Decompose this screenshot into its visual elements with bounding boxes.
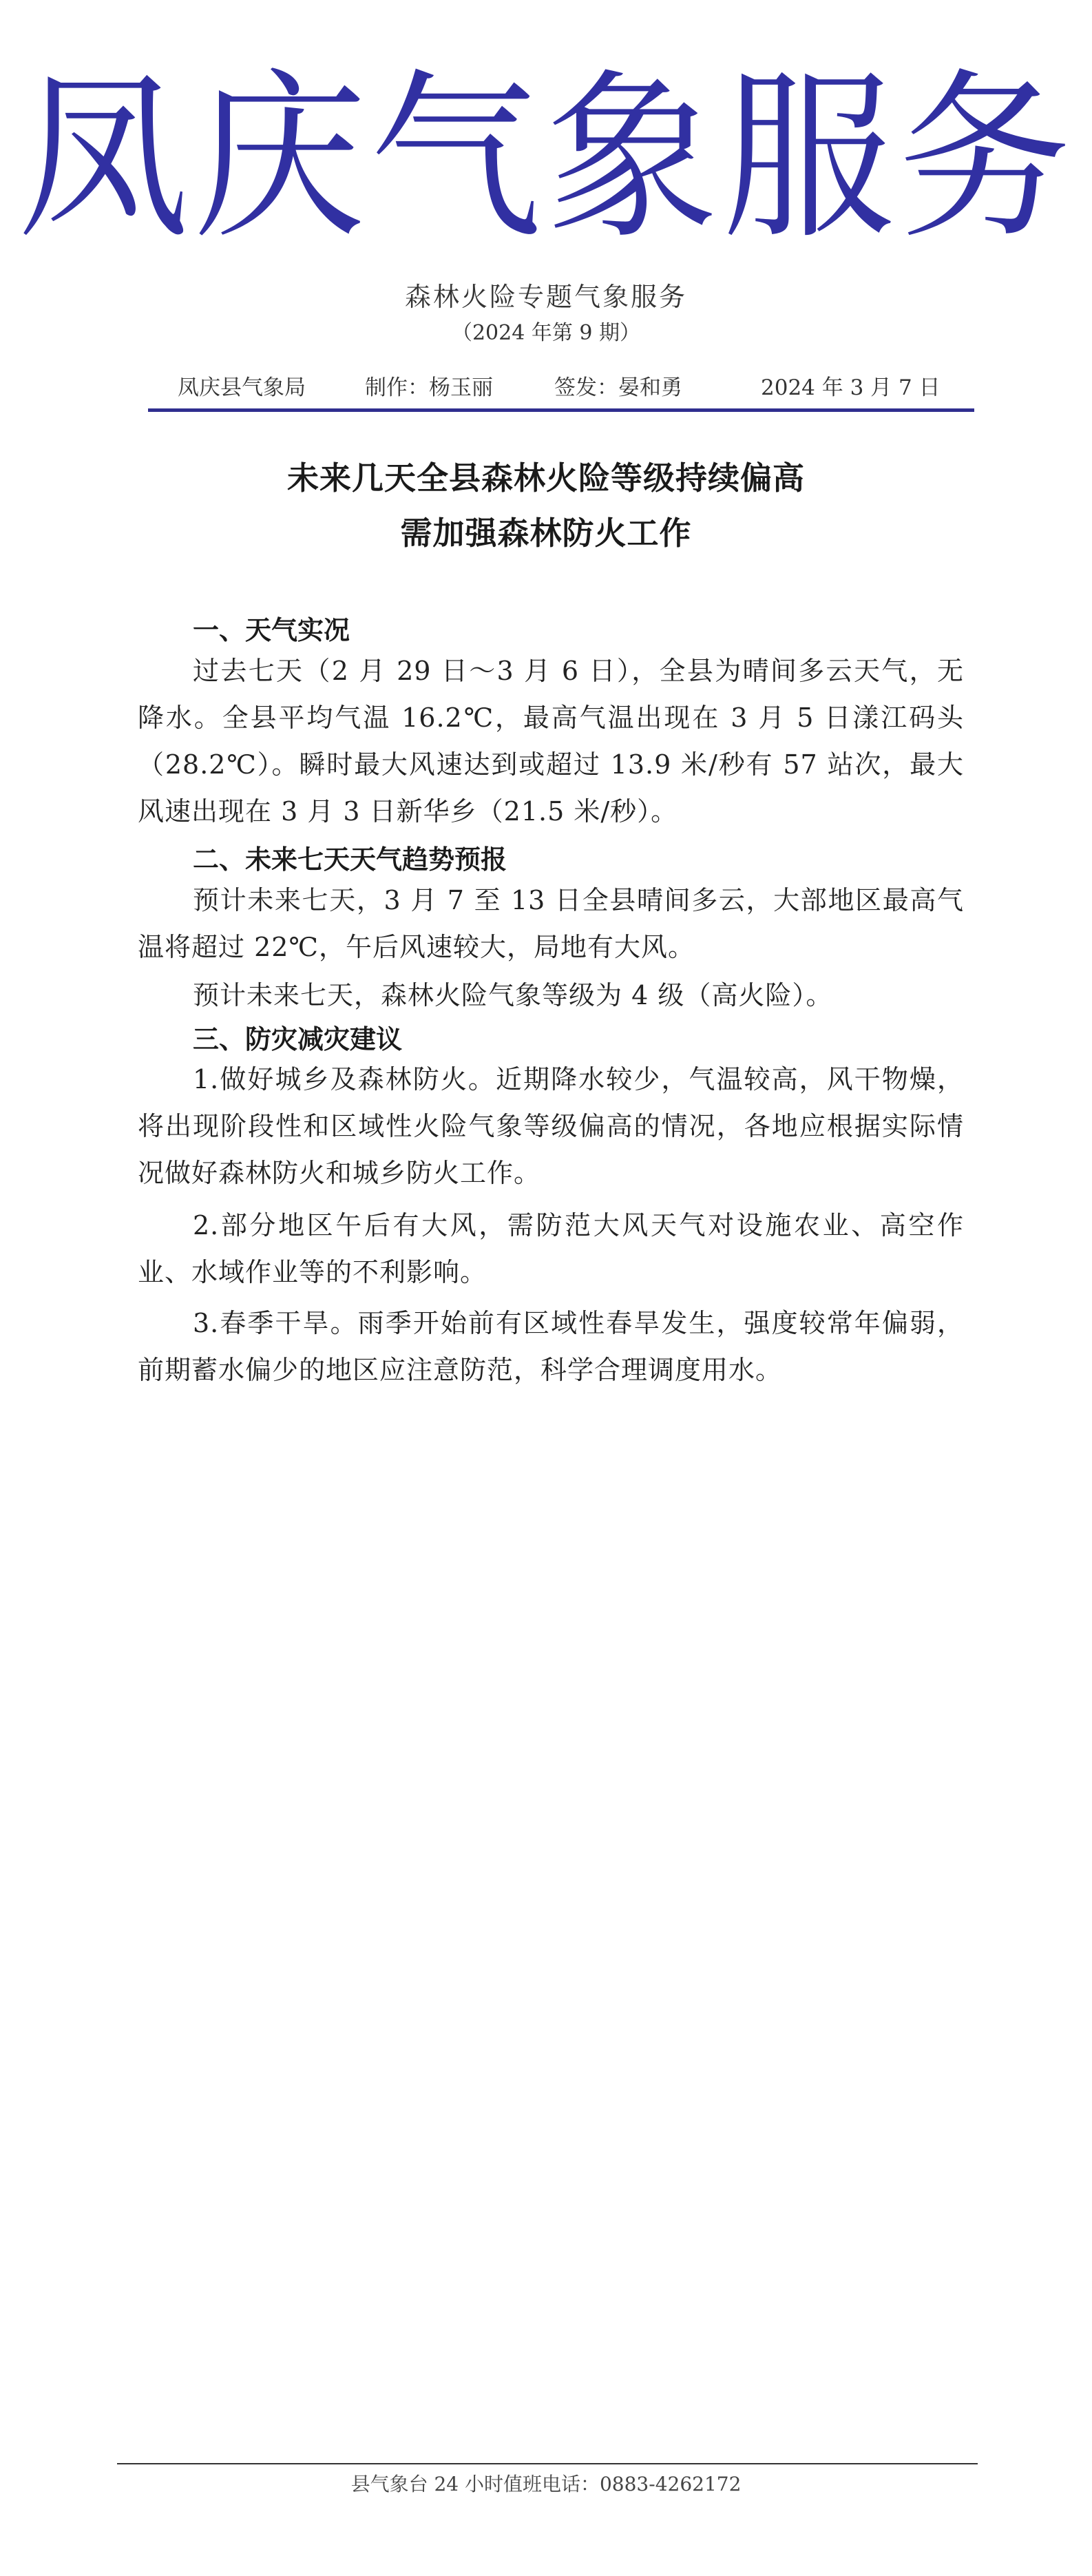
header-divider bbox=[148, 408, 974, 412]
headline-line-1: 未来几天全县森林火险等级持续偏高 bbox=[287, 459, 805, 497]
section-title-forecast: 二、未来七天天气趋势预报 bbox=[193, 844, 507, 875]
headline-line-2: 需加强森林防火工作 bbox=[400, 515, 692, 552]
paragraph-weather: 过去七天（2 月 29 日～3 月 6 日），全县为晴间多云天气，无降水。全县平均气温 16.2℃，最高气温出现在 3 月 5 日漾江码头（28.2℃）。瞬时最大风速达到或超过 13.9 米/秒有 57 站次，最大风速出现在 3 月 3 日新华乡（21.5 米/秒）。 bbox=[138, 656, 964, 827]
section-title-weather: 一、天气实况 bbox=[193, 615, 350, 645]
paragraph-forecast-1: 预计未来七天，3 月 7 至 13 日全县晴间多云，大部地区最高气温将超过 22℃，午后风速较大，局地有大风。 bbox=[138, 885, 964, 962]
meta-author: 制作：杨玉丽 bbox=[365, 375, 493, 400]
issue-number: （2024 年第 9 期） bbox=[451, 321, 641, 345]
bulletin-subtitle: 森林火险专题气象服务 bbox=[404, 282, 687, 312]
footer-divider bbox=[117, 2463, 978, 2464]
meta-signer: 签发：晏和勇 bbox=[554, 375, 682, 400]
paragraph-advice-3: 3.春季干旱。雨季开始前有区域性春旱发生，强度较常年偏弱，前期蓄水偏少的地区应注意防范，科学合理调度用水。 bbox=[138, 1308, 964, 1385]
paragraph-advice-1: 1.做好城乡及森林防火。近期降水较少，气温较高，风干物燥，将出现阶段性和区域性火险气象等级偏高的情况，各地应根据实际情况做好森林防火和城乡防火工作。 bbox=[138, 1064, 964, 1188]
meta-date: 2024 年 3 月 7 日 bbox=[761, 375, 941, 400]
masthead-title: 凤庆气象服务 bbox=[17, 52, 1075, 264]
paragraph-advice-2: 2.部分地区午后有大风，需防范大风天气对设施农业、高空作业、水域作业等的不利影响。 bbox=[138, 1210, 964, 1287]
duty-hotline: 县气象台 24 小时值班电话：0883-4262172 bbox=[350, 2473, 742, 2495]
paragraph-forecast-2: 预计未来七天，森林火险气象等级为 4 级（高火险）。 bbox=[193, 980, 833, 1010]
meta-bureau: 凤庆县气象局 bbox=[178, 375, 306, 400]
section-title-advice: 三、防灾减灾建议 bbox=[193, 1024, 403, 1055]
